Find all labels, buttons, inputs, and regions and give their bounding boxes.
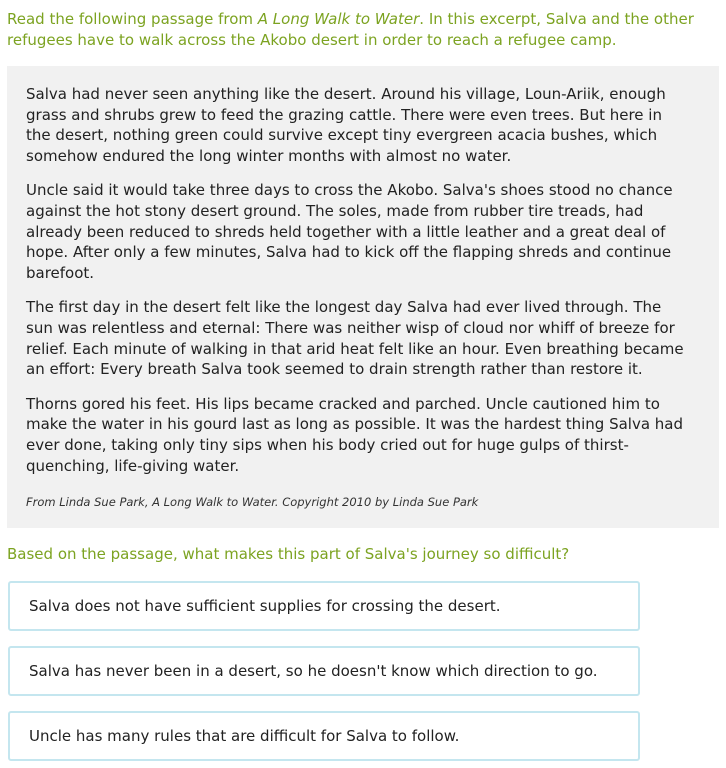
question-text: Based on the passage, what makes this part of Salva's journey so difficult? — [7, 545, 570, 563]
passage-box — [7, 66, 719, 528]
instructions-part2: . In this excerpt, Salva and the other refugees have to walk across the Akobo desert in order to reach a refugee camp. — [7, 10, 694, 49]
passage-paragraph-4: Thorns gored his feet. His lips became cracked and parched. Uncle cautioned him to make the water in his gourd last as long as possible. It was the hardest thing Salva had ever done, taking only tiny sips when his body cried out for huge gulps of thirst-quenching, life-giving water. — [26, 394, 684, 475]
passage-credit: From Linda Sue Park, A Long Walk to Water. Copyright 2010 by Linda Sue Park — [26, 495, 479, 510]
passage-paragraph-1: Salva had never seen anything like the desert. Around his village, Loun-Ariik, enough grass and shrubs grew to feed the grazing cattle. There were even trees. But here in the desert, nothing green could survive except tiny evergreen acacia bushes, which somehow endured the long winter months with almost no water. — [26, 85, 666, 165]
answer-choice-3[interactable] — [8, 711, 640, 761]
instructions-part1: Read the following passage from — [7, 10, 258, 28]
answer-choice-2[interactable] — [8, 646, 640, 696]
passage-paragraph-3: The first day in the desert felt like the longest day Salva had ever lived through. The sun was relentless and eternal: There was neither wisp of cloud nor whiff of breeze for relief. Each minute of walking in that arid heat felt like an hour. Even breathing became an effort: Every breath Salva took seemed to drain strength rather than restore it. — [26, 298, 684, 379]
passage-paragraph-2: Uncle said it would take three days to cross the Akobo. Salva's shoes stood no chance against the hot stony desert ground. The soles, made from rubber tire treads, had already been reduced to shreds held together with a little leather and a great deal of hope. After only a few minutes, Salva had to kick off the flapping shreds and continue barefoot. — [26, 181, 673, 282]
book-title: A Long Walk to Water — [257, 10, 420, 28]
answer-choice-1[interactable] — [8, 581, 640, 631]
answer-choice-3-label: Uncle has many rules that are difficult for Salva to follow. — [29, 727, 460, 745]
instructions-text — [7, 9, 719, 51]
answer-choice-2-label: Salva has never been in a desert, so he doesn't know which direction to go. — [29, 662, 598, 680]
answer-choice-1-label: Salva does not have sufficient supplies for crossing the desert. — [29, 597, 501, 615]
